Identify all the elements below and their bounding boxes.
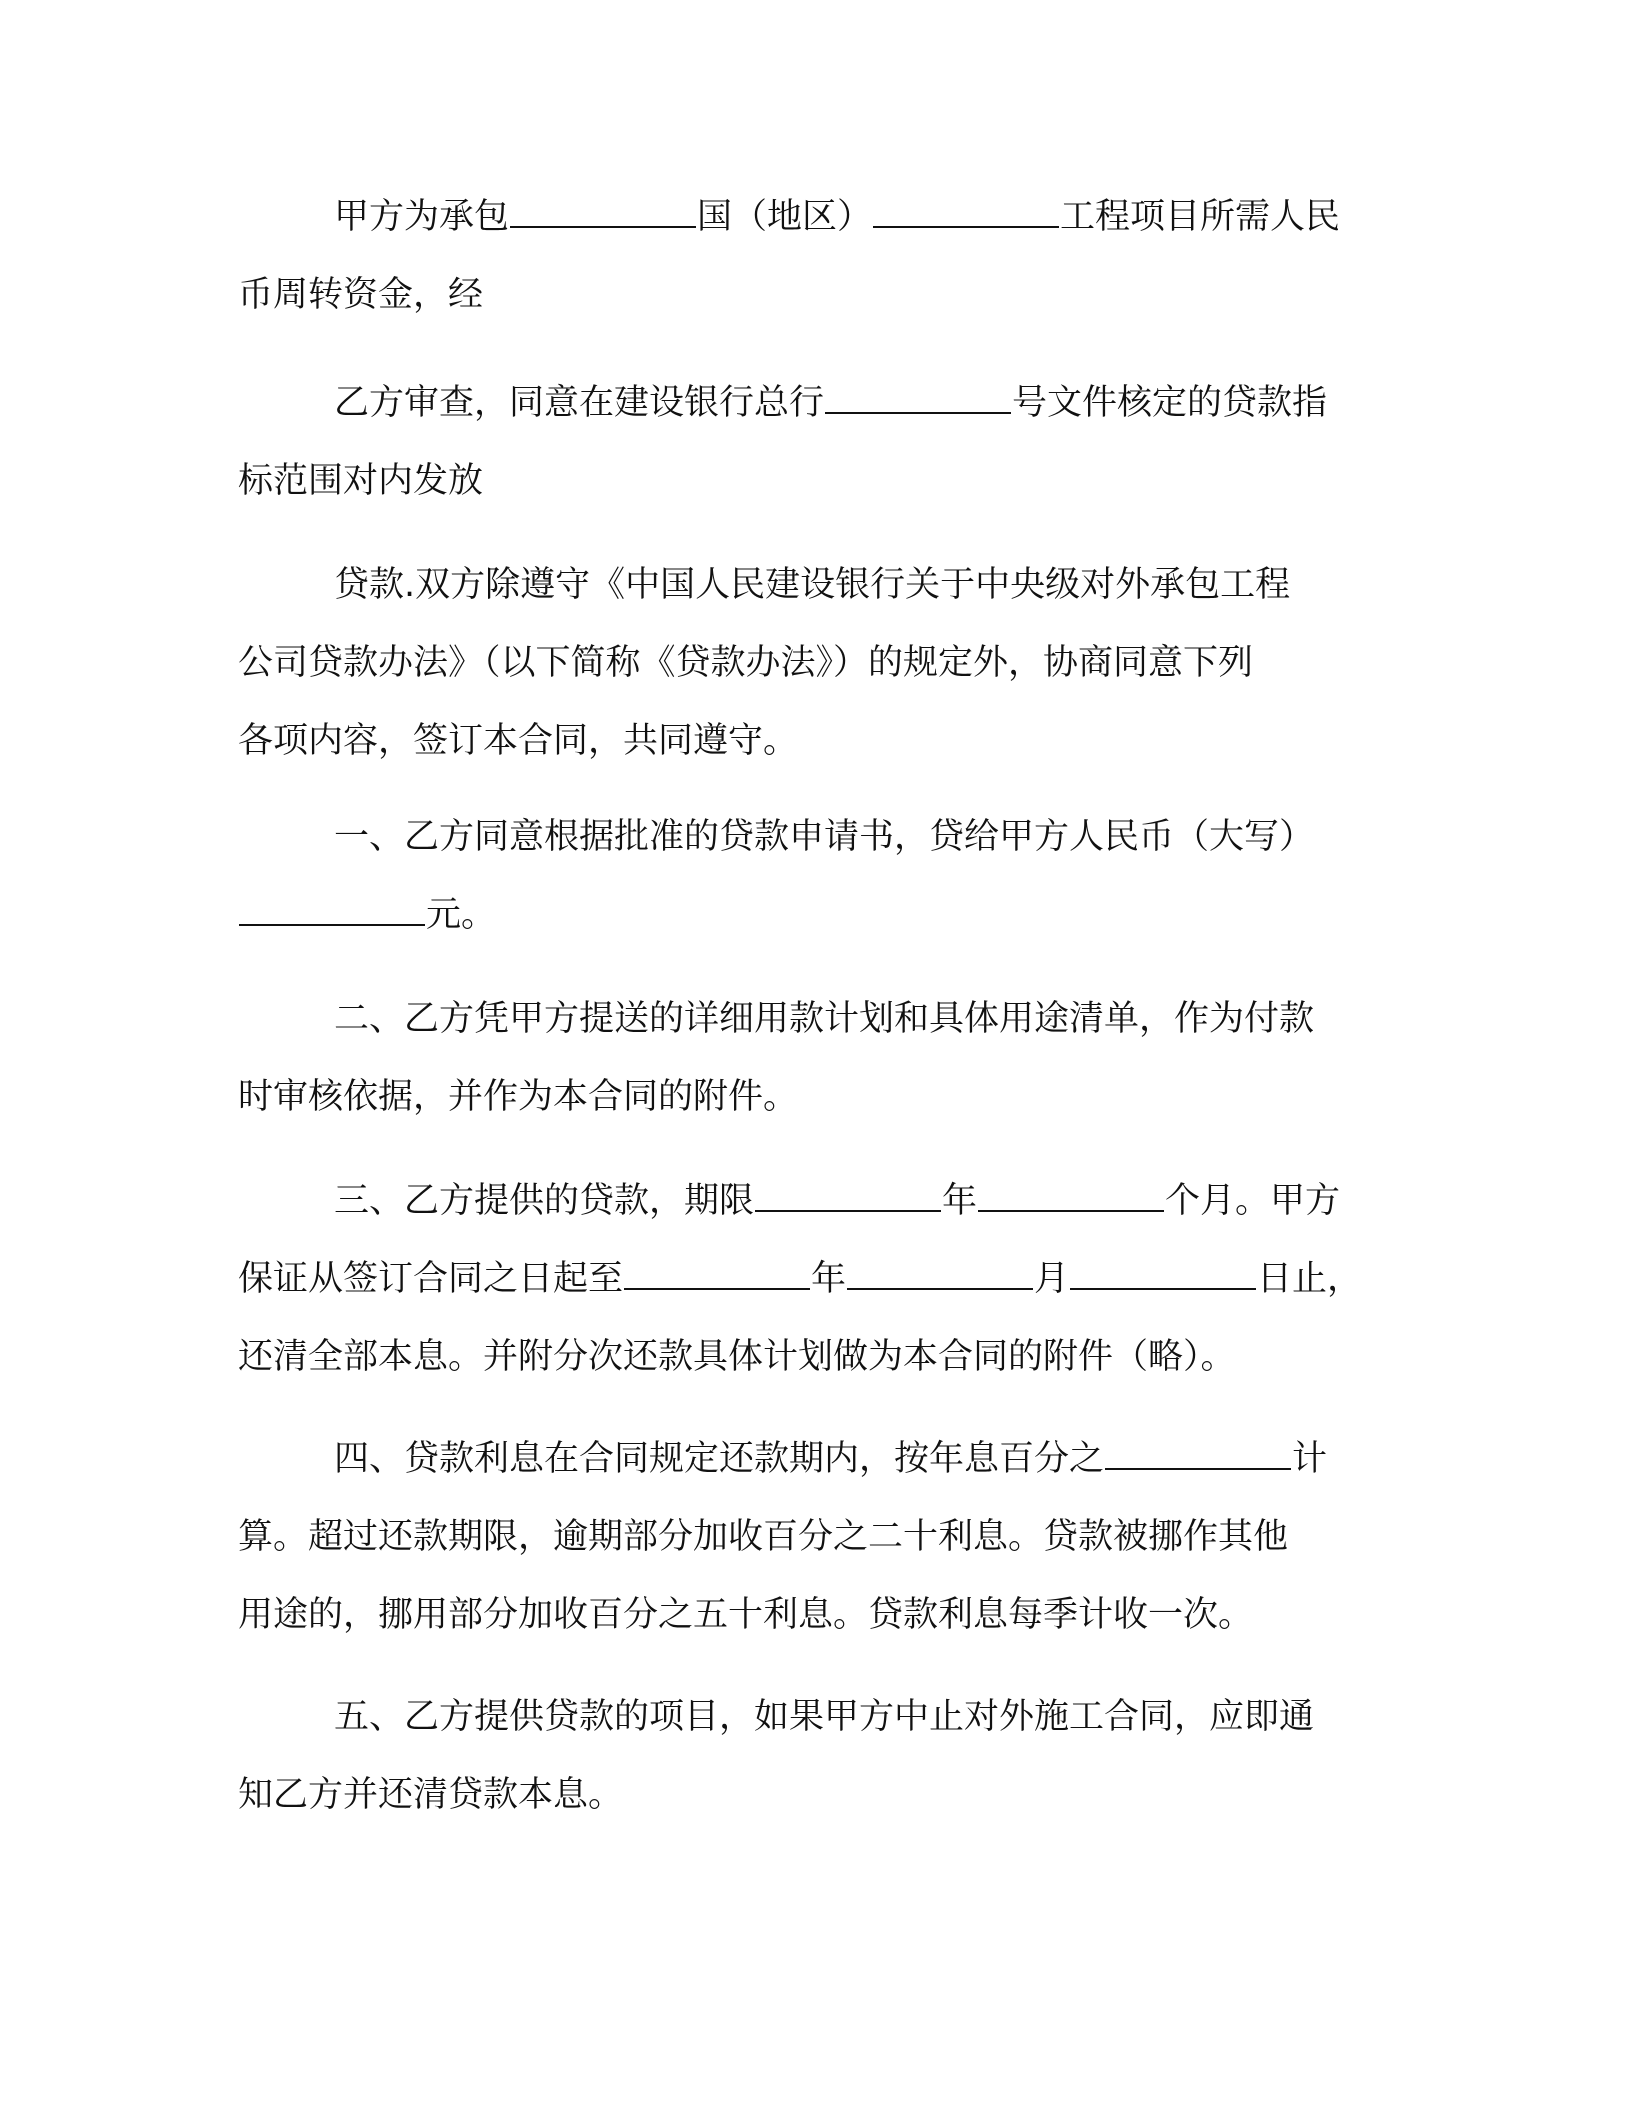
text-line xyxy=(238,256,1378,334)
text-segment: 一、乙方同意根据批准的贷款申请书，贷给甲方人民币（大写） xyxy=(334,817,1315,857)
fill-in-blank[interactable] xyxy=(624,1258,810,1290)
text-segment: 年 xyxy=(811,1259,847,1299)
text-line xyxy=(238,798,1378,876)
text-segment: 四、贷款利息在合同规定还款期内，按年息百分之 xyxy=(334,1439,1105,1479)
text-line xyxy=(238,178,1378,256)
paragraph xyxy=(238,364,1378,520)
text-segment: 还清全部本息。并附分次还款具体计划做为本合同的附件（略）。 xyxy=(238,1337,1236,1377)
text-line xyxy=(238,980,1378,1058)
text-segment: 知乙方并还清贷款本息。 xyxy=(238,1775,624,1815)
text-segment: 个月。甲方 xyxy=(1165,1181,1341,1221)
text-segment: 乙方审查，同意在建设银行总行 xyxy=(334,383,825,423)
text-segment: 元。 xyxy=(426,895,497,935)
text-segment: 五、乙方提供贷款的项目，如果甲方中止对外施工合同，应即通 xyxy=(334,1697,1315,1737)
fill-in-blank[interactable] xyxy=(825,382,1011,414)
fill-in-blank[interactable] xyxy=(755,1180,941,1212)
text-segment: 年 xyxy=(942,1181,978,1221)
text-segment: 号文件核定的贷款指 xyxy=(1012,383,1328,423)
text-line xyxy=(238,1498,1378,1576)
fill-in-blank[interactable] xyxy=(1105,1438,1291,1470)
text-line xyxy=(238,1162,1378,1240)
text-line xyxy=(238,1678,1378,1756)
text-segment: 算。超过还款期限，逾期部分加收百分之二十利息。贷款被挪作其他 xyxy=(238,1517,1289,1557)
text-segment: 用途的，挪用部分加收百分之五十利息。贷款利息每季计收一次。 xyxy=(238,1595,1254,1635)
text-line xyxy=(238,546,1378,624)
paragraph xyxy=(238,980,1378,1136)
text-segment: 保证从签订合同之日起至 xyxy=(238,1259,624,1299)
fill-in-blank[interactable] xyxy=(978,1180,1164,1212)
text-line xyxy=(238,1240,1378,1318)
text-segment: 公司贷款办法》（以下简称《贷款办法》）的规定外，协商同意下列 xyxy=(238,643,1254,683)
text-line xyxy=(238,1576,1378,1654)
text-line xyxy=(238,624,1378,702)
text-segment: 币周转资金，经 xyxy=(238,275,484,315)
text-segment: 各项内容，签订本合同，共同遵守。 xyxy=(238,721,799,761)
text-line xyxy=(238,364,1378,442)
text-segment: 标范围对内发放 xyxy=(238,461,484,501)
text-segment: 日止， xyxy=(1257,1259,1363,1299)
text-segment: 工程项目所需人民 xyxy=(1060,197,1341,237)
paragraph xyxy=(238,1678,1378,1834)
text-segment: 国（地区） xyxy=(697,197,873,237)
text-segment: 二、乙方凭甲方提送的详细用款计划和具体用途清单，作为付款 xyxy=(334,999,1315,1039)
fill-in-blank[interactable] xyxy=(510,196,696,228)
text-line xyxy=(238,1756,1378,1834)
paragraph xyxy=(238,1162,1378,1396)
text-line xyxy=(238,702,1378,780)
text-line xyxy=(238,1420,1378,1498)
text-segment: 时审核依据，并作为本合同的附件。 xyxy=(238,1077,799,1117)
fill-in-blank[interactable] xyxy=(239,894,425,926)
paragraph xyxy=(238,178,1378,334)
paragraph xyxy=(238,1420,1378,1654)
text-line xyxy=(238,1318,1378,1396)
text-line xyxy=(238,1058,1378,1136)
text-segment: 贷款.双方除遵守《中国人民建设银行关于中央级对外承包工程 xyxy=(334,565,1291,605)
text-line xyxy=(238,876,1378,954)
fill-in-blank[interactable] xyxy=(847,1258,1033,1290)
fill-in-blank[interactable] xyxy=(873,196,1059,228)
text-segment: 甲方为承包 xyxy=(334,197,510,237)
paragraph xyxy=(238,798,1378,954)
text-segment: 计 xyxy=(1292,1439,1328,1479)
text-line xyxy=(238,442,1378,520)
text-segment: 三、乙方提供的贷款，期限 xyxy=(334,1181,755,1221)
text-segment: 月 xyxy=(1034,1259,1070,1299)
fill-in-blank[interactable] xyxy=(1070,1258,1256,1290)
paragraph xyxy=(238,546,1378,780)
